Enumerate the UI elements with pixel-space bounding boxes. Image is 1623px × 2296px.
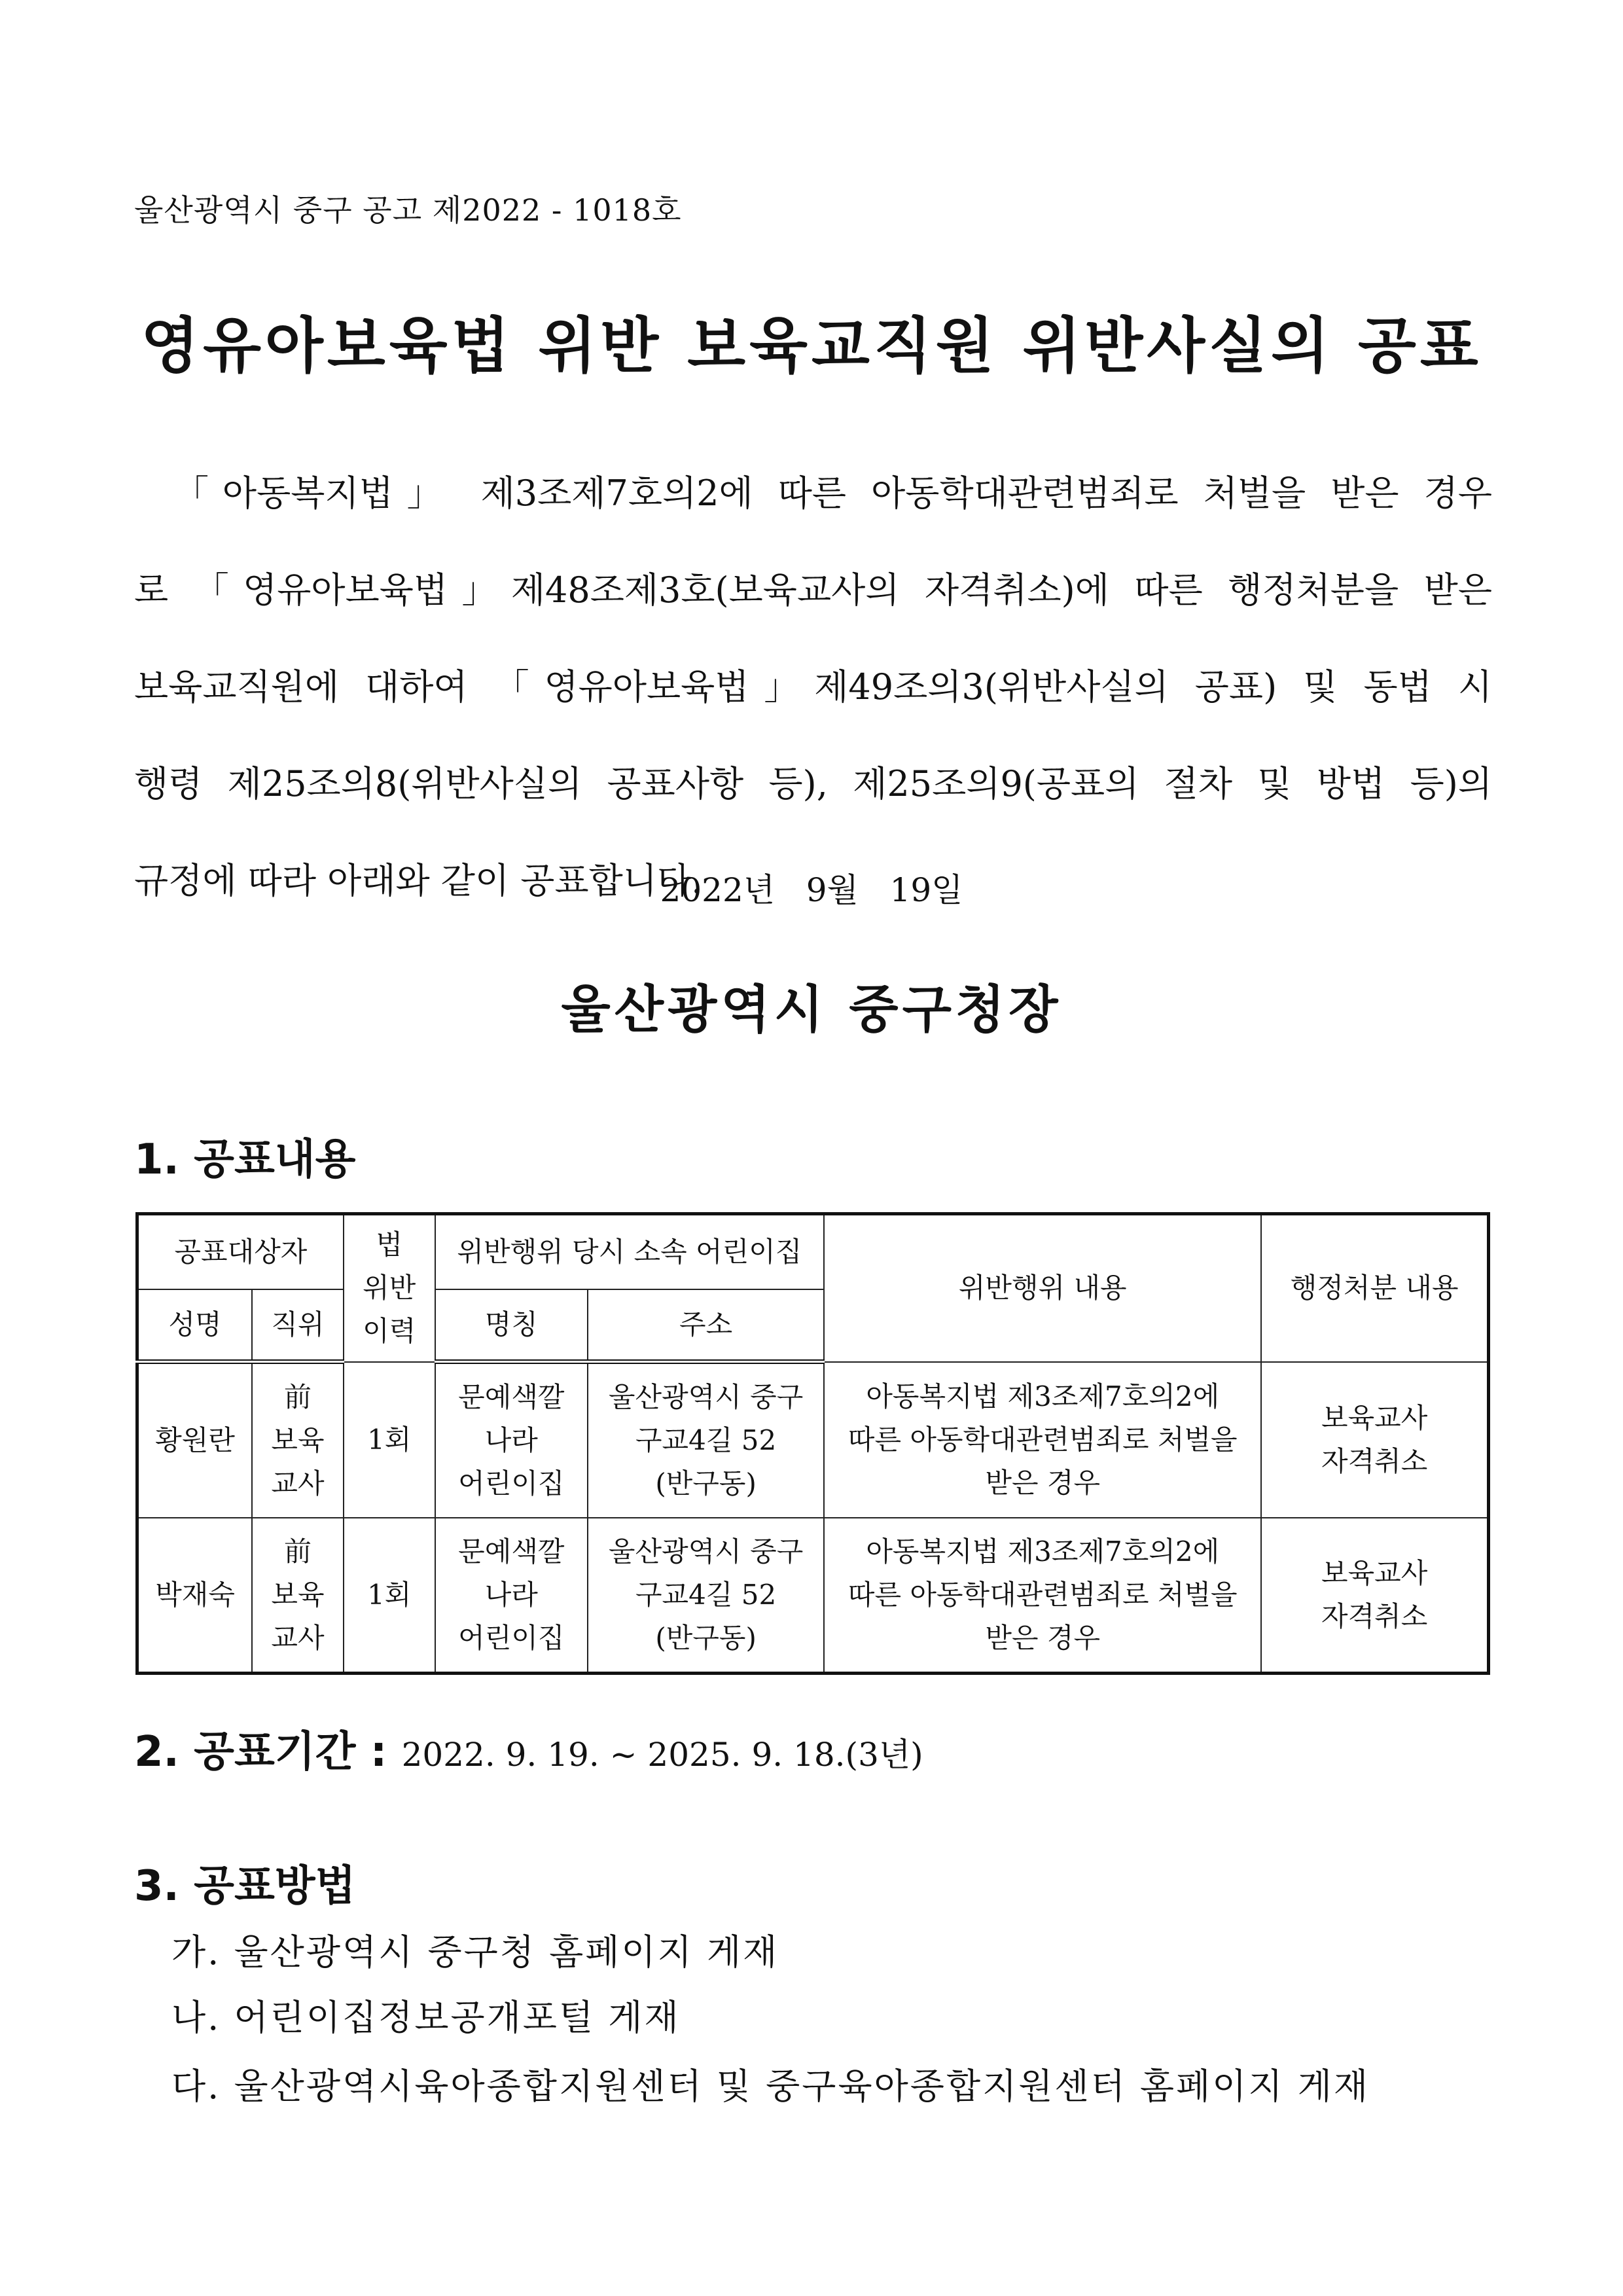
method-item: 다. 울산광역시육아종합지원센터 및 중구육아종합지원센터 홈페이지 게재 <box>171 2066 1370 2107</box>
cell-daycare-name: 문예색깔 나라 어린이집 <box>435 1362 588 1518</box>
body-line: 로 「영유아보육법」제48조제3호(보육교사의 자격취소)에 따른 행정처분을 받은 <box>134 569 1492 611</box>
document-title: 영유아보육법 위반 보육교직원 위반사실의 공표 <box>141 310 1482 381</box>
body-line: 행령 제25조의8(위반사실의 공표사항 등), 제25조의9(공표의 절차 및 방법 등)의 <box>134 763 1492 804</box>
body-line: 규정에 따라 아래와 같이 공표합니다. <box>134 860 703 901</box>
cell-name: 박재숙 <box>137 1518 253 1674</box>
cell-history: 1회 <box>344 1518 435 1674</box>
cell-address: 울산광역시 중구 구교4길 52 (반구동) <box>588 1518 824 1674</box>
period-value: 2022. 9. 19. ~ 2025. 9. 18.(3년) <box>401 1736 923 1774</box>
section-heading-period: 2. 공표기간 : <box>134 1728 387 1776</box>
issuer: 울산광역시 중구청장 <box>561 980 1062 1039</box>
header-position: 직위 <box>252 1289 344 1362</box>
header-violation-history: 법 위반 이력 <box>344 1214 435 1362</box>
header-disposition: 행정처분 내용 <box>1261 1214 1488 1362</box>
cell-position: 前 보육 교사 <box>252 1518 344 1674</box>
cell-position: 前 보육 교사 <box>252 1362 344 1518</box>
cell-violation-content: 아동복지법 제3조제7호의2에 따른 아동학대관련범죄로 처벌을 받은 경우 <box>824 1518 1261 1674</box>
cell-violation-content: 아동복지법 제3조제7호의2에 따른 아동학대관련범죄로 처벌을 받은 경우 <box>824 1362 1261 1518</box>
body-line: 「아동복지법」 제3조제7호의2에 따른 아동학대관련범죄로 처벌을 받은 경우 <box>173 473 1492 514</box>
header-daycare-name: 명칭 <box>435 1289 588 1362</box>
table-row <box>137 1362 1489 1518</box>
disclosure-table <box>135 1212 1490 1675</box>
body-line: 보육교직원에 대하여 「영유아보육법」제49조의3(위반사실의 공표) 및 동법 시 <box>134 666 1492 708</box>
method-item: 나. 어린이집정보공개포털 게재 <box>171 1997 681 2038</box>
cell-daycare-name: 문예색깔 나라 어린이집 <box>435 1518 588 1674</box>
section-period <box>134 1718 923 1778</box>
notice-date: 2022년 9월 19일 <box>660 871 963 909</box>
body-paragraph <box>134 445 1492 929</box>
cell-history: 1회 <box>344 1362 435 1518</box>
method-item: 가. 울산광역시 중구청 홈페이지 게재 <box>171 1931 779 1973</box>
notice-number: 울산광역시 중구 공고 제2022 - 1018호 <box>134 192 682 228</box>
header-violation-content: 위반행위 내용 <box>824 1214 1261 1362</box>
cell-address: 울산광역시 중구 구교4길 52 (반구동) <box>588 1362 824 1518</box>
section-heading-content: 1. 공표내용 <box>134 1136 356 1184</box>
cell-disposition: 보육교사 자격취소 <box>1261 1362 1488 1518</box>
header-daycare-address: 주소 <box>588 1289 824 1362</box>
cell-disposition: 보육교사 자격취소 <box>1261 1518 1488 1674</box>
section-heading-method: 3. 공표방법 <box>134 1862 356 1910</box>
cell-name: 황원란 <box>137 1362 253 1518</box>
header-daycare: 위반행위 당시 소속 어린이집 <box>435 1214 825 1290</box>
header-target: 공표대상자 <box>137 1214 344 1290</box>
header-name: 성명 <box>137 1289 253 1362</box>
table-row <box>137 1518 1489 1674</box>
